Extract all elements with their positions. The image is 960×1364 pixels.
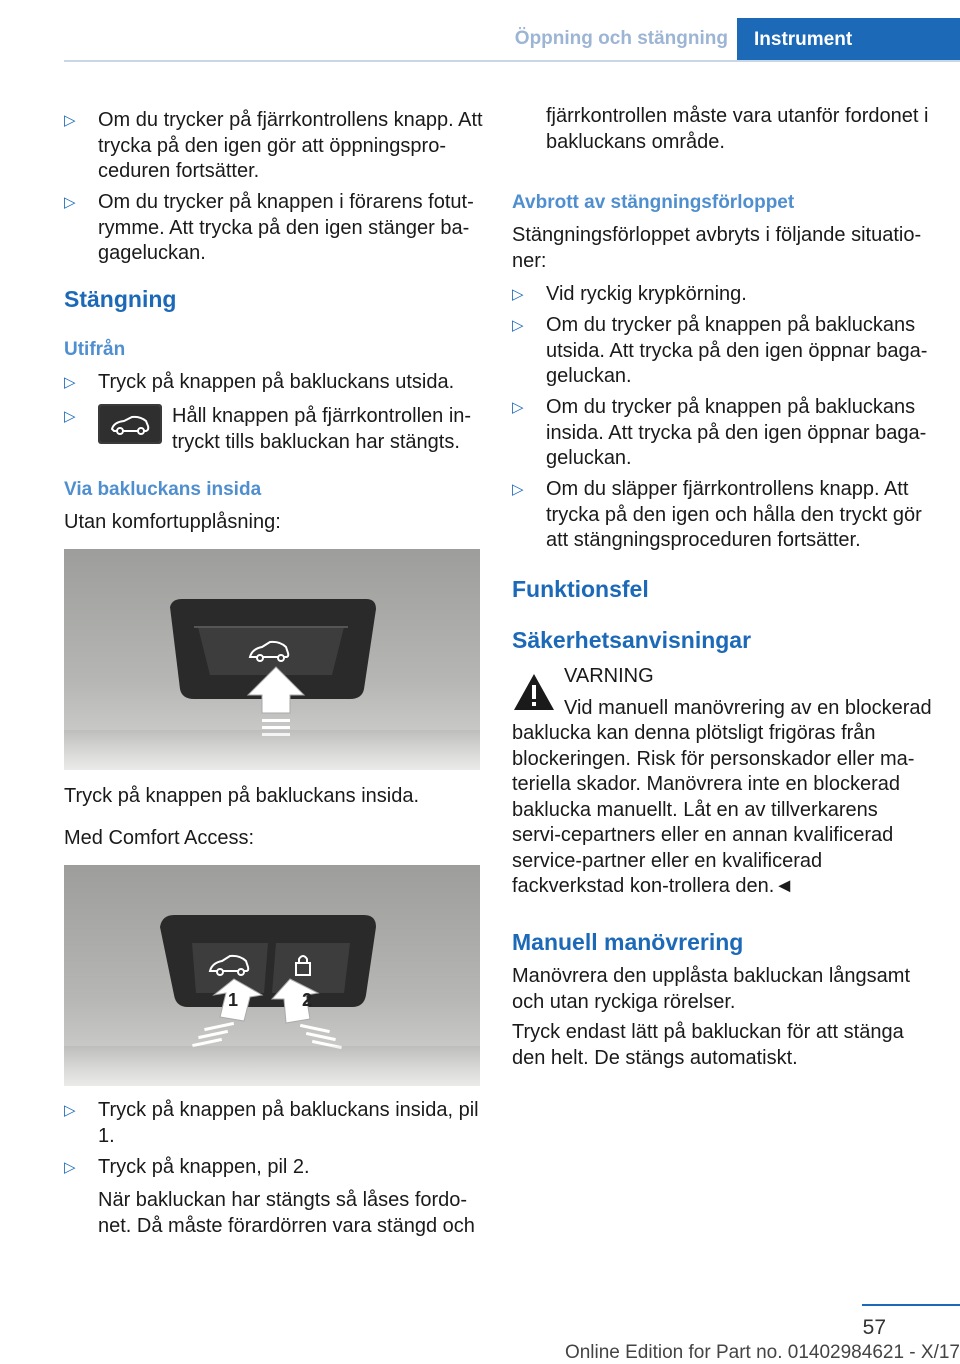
- list-item: ▷ Vid ryckig krypkörning.: [512, 282, 932, 308]
- heading-fault: Funktionsfel: [512, 576, 649, 602]
- manual-paragraph-1: Manövrera den upplåsta bakluckan långsamt och utan ryckiga rörelser.: [512, 965, 911, 1013]
- bullet-triangle-icon: ▷: [64, 1102, 76, 1119]
- warning-title: VARNING: [564, 665, 654, 687]
- list-item: ▷ Om du trycker på knappen i förarens fotut‐rymme. Att trycka på den igen stänger ba‐gageluckan.: [64, 190, 484, 267]
- list-item: ▷ Om du släpper fjärrkontrollens knapp. Att trycka på den igen och hålla den tryckt gör att stängningsproceduren fortsätter.: [512, 477, 932, 554]
- warning-triangle-icon: [512, 664, 564, 716]
- bullet-triangle-icon: ▷: [512, 481, 524, 498]
- bullet-triangle-icon: ▷: [512, 286, 524, 303]
- header-rule: [64, 60, 960, 62]
- list-item: ▷ Tryck på knappen på bakluckans utsida.: [64, 370, 484, 396]
- bullet-triangle-icon: ▷: [512, 317, 524, 334]
- remote-trunk-button-icon: [98, 404, 162, 444]
- manual-paragraph-2: Tryck endast lätt på bakluckan för att stänga den helt. De stängs automatiskt.: [512, 1021, 904, 1069]
- bullet-triangle-icon: ▷: [64, 408, 76, 425]
- list-item: ▷ Tryck på knappen, pil 2.: [64, 1155, 484, 1181]
- photo-caption: Tryck på knappen på bakluckans insida.: [64, 785, 420, 807]
- abort-intro: Stängningsförloppet avbryts i följande situatio‐ner:: [512, 224, 922, 272]
- trunk-button-photo: [64, 549, 480, 770]
- warning-block: [512, 664, 932, 900]
- list-item: ▷ Om du trycker på fjärrkontrollens knapp. Att trycka på den igen gör att öppningspro‐ceduren fortsätter.: [64, 108, 484, 185]
- list-item: ▷ Håll knappen på fjärrkontrollen in‐tryckt tills bakluckan har stängts.: [64, 404, 484, 455]
- without-comfort-label: Utan komfortupplåsning:: [64, 511, 281, 533]
- heading-manual: Manuell manövrering: [512, 929, 744, 955]
- bullet-triangle-icon: ▷: [64, 112, 76, 129]
- with-comfort-label: Med Comfort Access:: [64, 827, 255, 849]
- list-item-continuation: fjärrkontrollen måste vara utanför fordonet i bakluckans område.: [546, 105, 929, 153]
- header-section-title: Öppning och stängning: [514, 28, 728, 49]
- bullet-triangle-icon: ▷: [64, 1159, 76, 1176]
- bullet-triangle-icon: ▷: [64, 194, 76, 211]
- list-item: ▷ Om du trycker på knappen på bakluckans utsida. Att trycka på den igen öppnar baga‐geluckan.: [512, 313, 932, 390]
- list-item-continuation: När bakluckan har stängts så låses fordo‐net. Då måste förardörren vara stängd och: [98, 1189, 475, 1237]
- comfort-access-buttons-photo: [64, 865, 480, 1086]
- warning-text: baklucka kan denna plötsligt frigöras från blockeringen. Risk för personskador eller ma‐teriella skador. Manövrera inte en blockerad baklucka manuellt. Låt en av tillverkarens servi‐cepartners eller en annan kvalificerad service‐partner eller en kvalificerad fackverkstad kon‐trollera den.◄: [512, 722, 915, 897]
- header-tab: Instrument: [737, 18, 960, 62]
- arrow-label-2: 2: [302, 990, 313, 1010]
- heading-inside: Via bakluckans insida: [64, 479, 262, 500]
- page-number: 57: [862, 1316, 886, 1339]
- heading-outside: Utifrån: [64, 339, 126, 360]
- footer-rule: [862, 1304, 960, 1306]
- list-item: ▷ Tryck på knappen på bakluckans insida, pil 1.: [64, 1098, 484, 1149]
- list-item: ▷ Om du trycker på knappen på bakluckans insida. Att trycka på den igen öppnar baga‐geluckan.: [512, 395, 932, 472]
- bullet-triangle-icon: ▷: [512, 399, 524, 416]
- heading-safety: Säkerhetsanvisningar: [512, 627, 752, 653]
- footer-edition: Online Edition for Part no. 01402984621 - X/17: [564, 1342, 960, 1363]
- heading-closing: Stängning: [64, 286, 177, 312]
- heading-abort: Avbrott av stängningsförloppet: [512, 192, 795, 213]
- arrow-label-1: 1: [228, 990, 239, 1010]
- bullet-triangle-icon: ▷: [64, 374, 76, 391]
- warning-first-line: Vid manuell manövrering av en blockerad: [564, 696, 932, 719]
